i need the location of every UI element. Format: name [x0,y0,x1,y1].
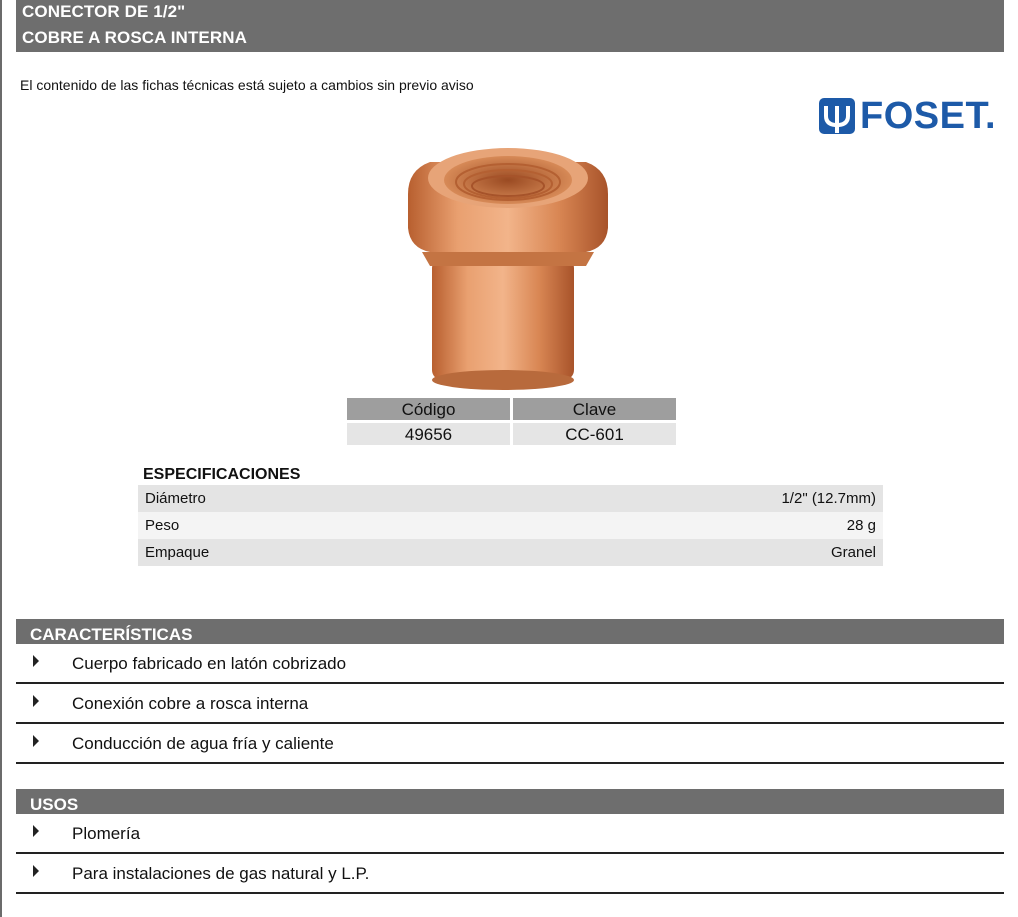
spec-value: Granel [830,544,876,561]
list-item [16,646,1004,684]
feature-text: Conducción de agua fría y caliente [72,734,334,753]
bullet-arrow-icon [33,695,39,707]
disclaimer-text: El contenido de las fichas técnicas está sujeto a cambios sin previo aviso [20,77,474,93]
clave-header: Clave [513,398,676,420]
page-left-rule [0,0,2,917]
bullet-arrow-icon [33,735,39,747]
feature-text: Cuerpo fabricado en latón cobrizado [72,654,347,673]
spec-row-empaque [138,539,883,566]
codigo-value: 49656 [347,423,510,445]
spec-value: 28 g [846,517,876,534]
bullet-arrow-icon [33,865,39,877]
trident-logo-icon [818,97,856,135]
features-section-header: CARACTERÍSTICAS [16,619,1004,644]
bullet-arrow-icon [33,655,39,667]
spec-label: Empaque [145,544,210,561]
list-item [16,686,1004,724]
use-text: Para instalaciones de gas natural y L.P. [72,864,370,883]
list-item [16,816,1004,854]
spec-value: 1/2" (12.7mm) [781,490,876,507]
page-header [16,0,1004,52]
product-image [400,140,616,392]
codigo-header: Código [347,398,510,420]
codes-table [347,398,679,445]
codes-table-header [347,398,679,420]
list-item [16,726,1004,764]
product-title: CONECTOR DE 1/2" [22,2,186,21]
clave-value: CC-601 [513,423,676,445]
spec-row-diametro [138,485,883,512]
spec-row-peso [138,512,883,539]
specifications-table [138,485,883,566]
uses-section-header: USOS [16,789,1004,814]
product-subtitle: COBRE A ROSCA INTERNA [22,28,247,47]
feature-text: Conexión cobre a rosca interna [72,694,309,713]
brand-logo [818,96,996,136]
spec-label: Peso [145,517,180,534]
brand-name: FOSET. [860,95,997,137]
list-item [16,856,1004,894]
use-text: Plomería [72,824,141,843]
specifications-title: ESPECIFICACIONES [143,466,301,483]
spec-label: Diámetro [145,490,206,507]
codes-table-row [347,420,679,445]
bullet-arrow-icon [33,825,39,837]
